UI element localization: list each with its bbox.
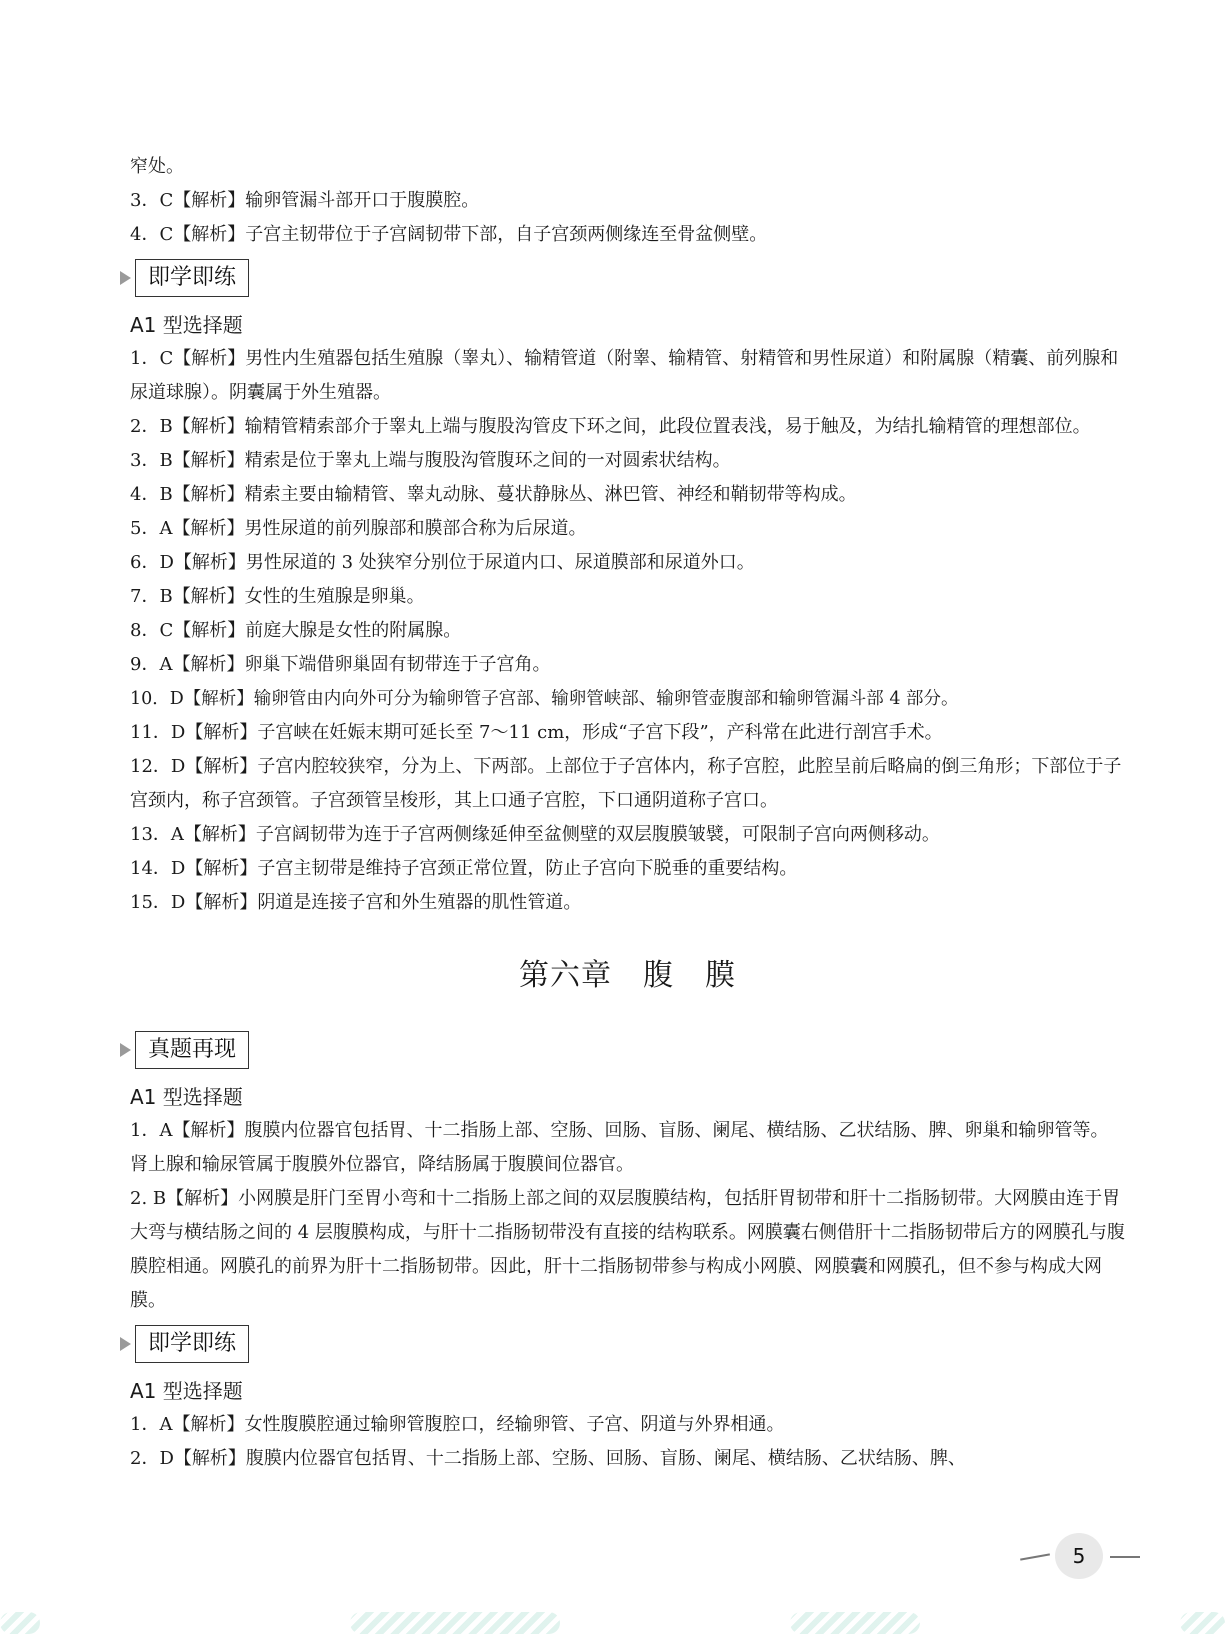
answer-item: 1．A【解析】女性腹膜腔通过输卵管腹腔口，经输卵管、子宫、阴道与外界相通。 [130,1414,785,1435]
page-content [130,150,1125,1476]
answer-item: 5．A【解析】男性尿道的前列腺部和膜部合称为后尿道。 [130,518,587,539]
section-header-practice [120,1322,1125,1366]
section-title: 即学即练 [135,1325,249,1363]
answer-item: 2．B【解析】输精管精索部介于睾丸上端与腹股沟管皮下环之间，此段位置表浅，易于触及，为结扎输精管的理想部位。 [130,416,1091,437]
answer-item: 3．C【解析】输卵管漏斗部开口于腹膜腔。 [130,190,480,211]
answer-item: 1．C【解析】男性内生殖器包括生殖腺（睾丸）、输精管道（附睾、输精管、射精管和男性尿道）和附属腺（精囊、前列腺和尿道球腺）。阴囊属于外生殖器。 [130,348,1119,403]
decorative-line [1020,1553,1050,1560]
answer-item: 4．B【解析】精索主要由输精管、睾丸动脉、蔓状静脉丛、淋巴管、神经和鞘韧带等构成。 [130,484,857,505]
answer-item: 4．C【解析】子宫主韧带位于子宫阔韧带下部，自子宫颈两侧缘连至骨盆侧壁。 [130,224,768,245]
answer-item: 15．D【解析】阴道是连接子宫和外生殖器的肌性管道。 [130,892,582,913]
question-type-label: A1 型选择题 [130,1085,243,1109]
answer-item: 7．B【解析】女性的生殖腺是卵巢。 [130,586,425,607]
chapter-title: 第六章 腹 膜 [519,958,736,993]
answer-item: 3．B【解析】精索是位于睾丸上端与腹股沟管腹环之间的一对圆索状结构。 [130,450,731,471]
answer-item: 14．D【解析】子宫主韧带是维持子宫颈正常位置，防止子宫向下脱垂的重要结构。 [130,858,798,879]
answer-item: 2. B【解析】小网膜是肝门至胃小弯和十二指肠上部之间的双层腹膜结构，包括肝胃韧带和肝十二指肠韧带。大网膜由连于胃大弯与横结肠之间的 4 层腹膜构成，与肝十二指肠韧带没有直接的结构联系。网膜囊右侧借肝十二指肠韧带后方的网膜孔与腹膜腔相通。网膜孔的前界为肝十二指肠韧带。因此，肝十二指肠韧带参与构成小网膜、网膜囊和网膜孔，但不参与构成大网膜。 [130,1188,1125,1311]
answer-item: 12．D【解析】子宫内腔较狭窄，分为上、下两部。上部位于子宫体内，称子宫腔，此腔呈前后略扁的倒三角形；下部位于子宫颈内，称子宫颈管。子宫颈管呈梭形，其上口通子宫腔，下口通阴道称子宫口。 [130,756,1122,811]
decorative-line [1110,1556,1140,1558]
question-type-label: A1 型选择题 [130,313,243,337]
answer-item: 11．D【解析】子宫峡在妊娠末期可延长至 7～11 cm，形成“子宫下段”，产科常在此进行剖宫手术。 [130,722,943,743]
answer-item: 9．A【解析】卵巢下端借卵巢固有韧带连于子宫角。 [130,654,551,675]
triangle-arrow-icon [120,1337,131,1351]
triangle-arrow-icon [120,271,131,285]
triangle-arrow-icon [120,1043,131,1057]
page-number: 5 [1055,1533,1103,1579]
answer-item: 1．A【解析】腹膜内位器官包括胃、十二指肠上部、空肠、回肠、盲肠、阑尾、横结肠、乙状结肠、脾、卵巢和输卵管等。肾上腺和输尿管属于腹膜外位器官，降结肠属于腹膜间位器官。 [130,1120,1109,1175]
answer-item: 8．C【解析】前庭大腺是女性的附属腺。 [130,620,462,641]
answer-item: 6．D【解析】男性尿道的 3 处狭窄分别位于尿道内口、尿道膜部和尿道外口。 [130,552,755,573]
decorative-watermark [790,1612,920,1634]
question-type-label: A1 型选择题 [130,1379,243,1403]
section-header-practice [120,256,1125,300]
answer-item: 2．D【解析】腹膜内位器官包括胃、十二指肠上部、空肠、回肠、盲肠、阑尾、横结肠、乙状结肠、脾、 [130,1448,966,1469]
section-title: 即学即练 [135,259,249,297]
decorative-watermark [0,1612,40,1634]
decorative-watermark [1180,1612,1225,1634]
page-number-badge [1020,1530,1140,1582]
section-title: 真题再现 [135,1031,249,1069]
answer-item: 10．D【解析】输卵管由内向外可分为输卵管子宫部、输卵管峡部、输卵管壶腹部和输卵管漏斗部 4 部分。 [130,689,959,709]
section-header-exam [120,1028,1125,1072]
answer-item: 13．A【解析】子宫阔韧带为连于子宫两侧缘延伸至盆侧壁的双层腹膜皱襞，可限制子宫向两侧移动。 [130,824,940,845]
text-line: 窄处。 [130,156,184,177]
decorative-watermark [350,1612,560,1634]
